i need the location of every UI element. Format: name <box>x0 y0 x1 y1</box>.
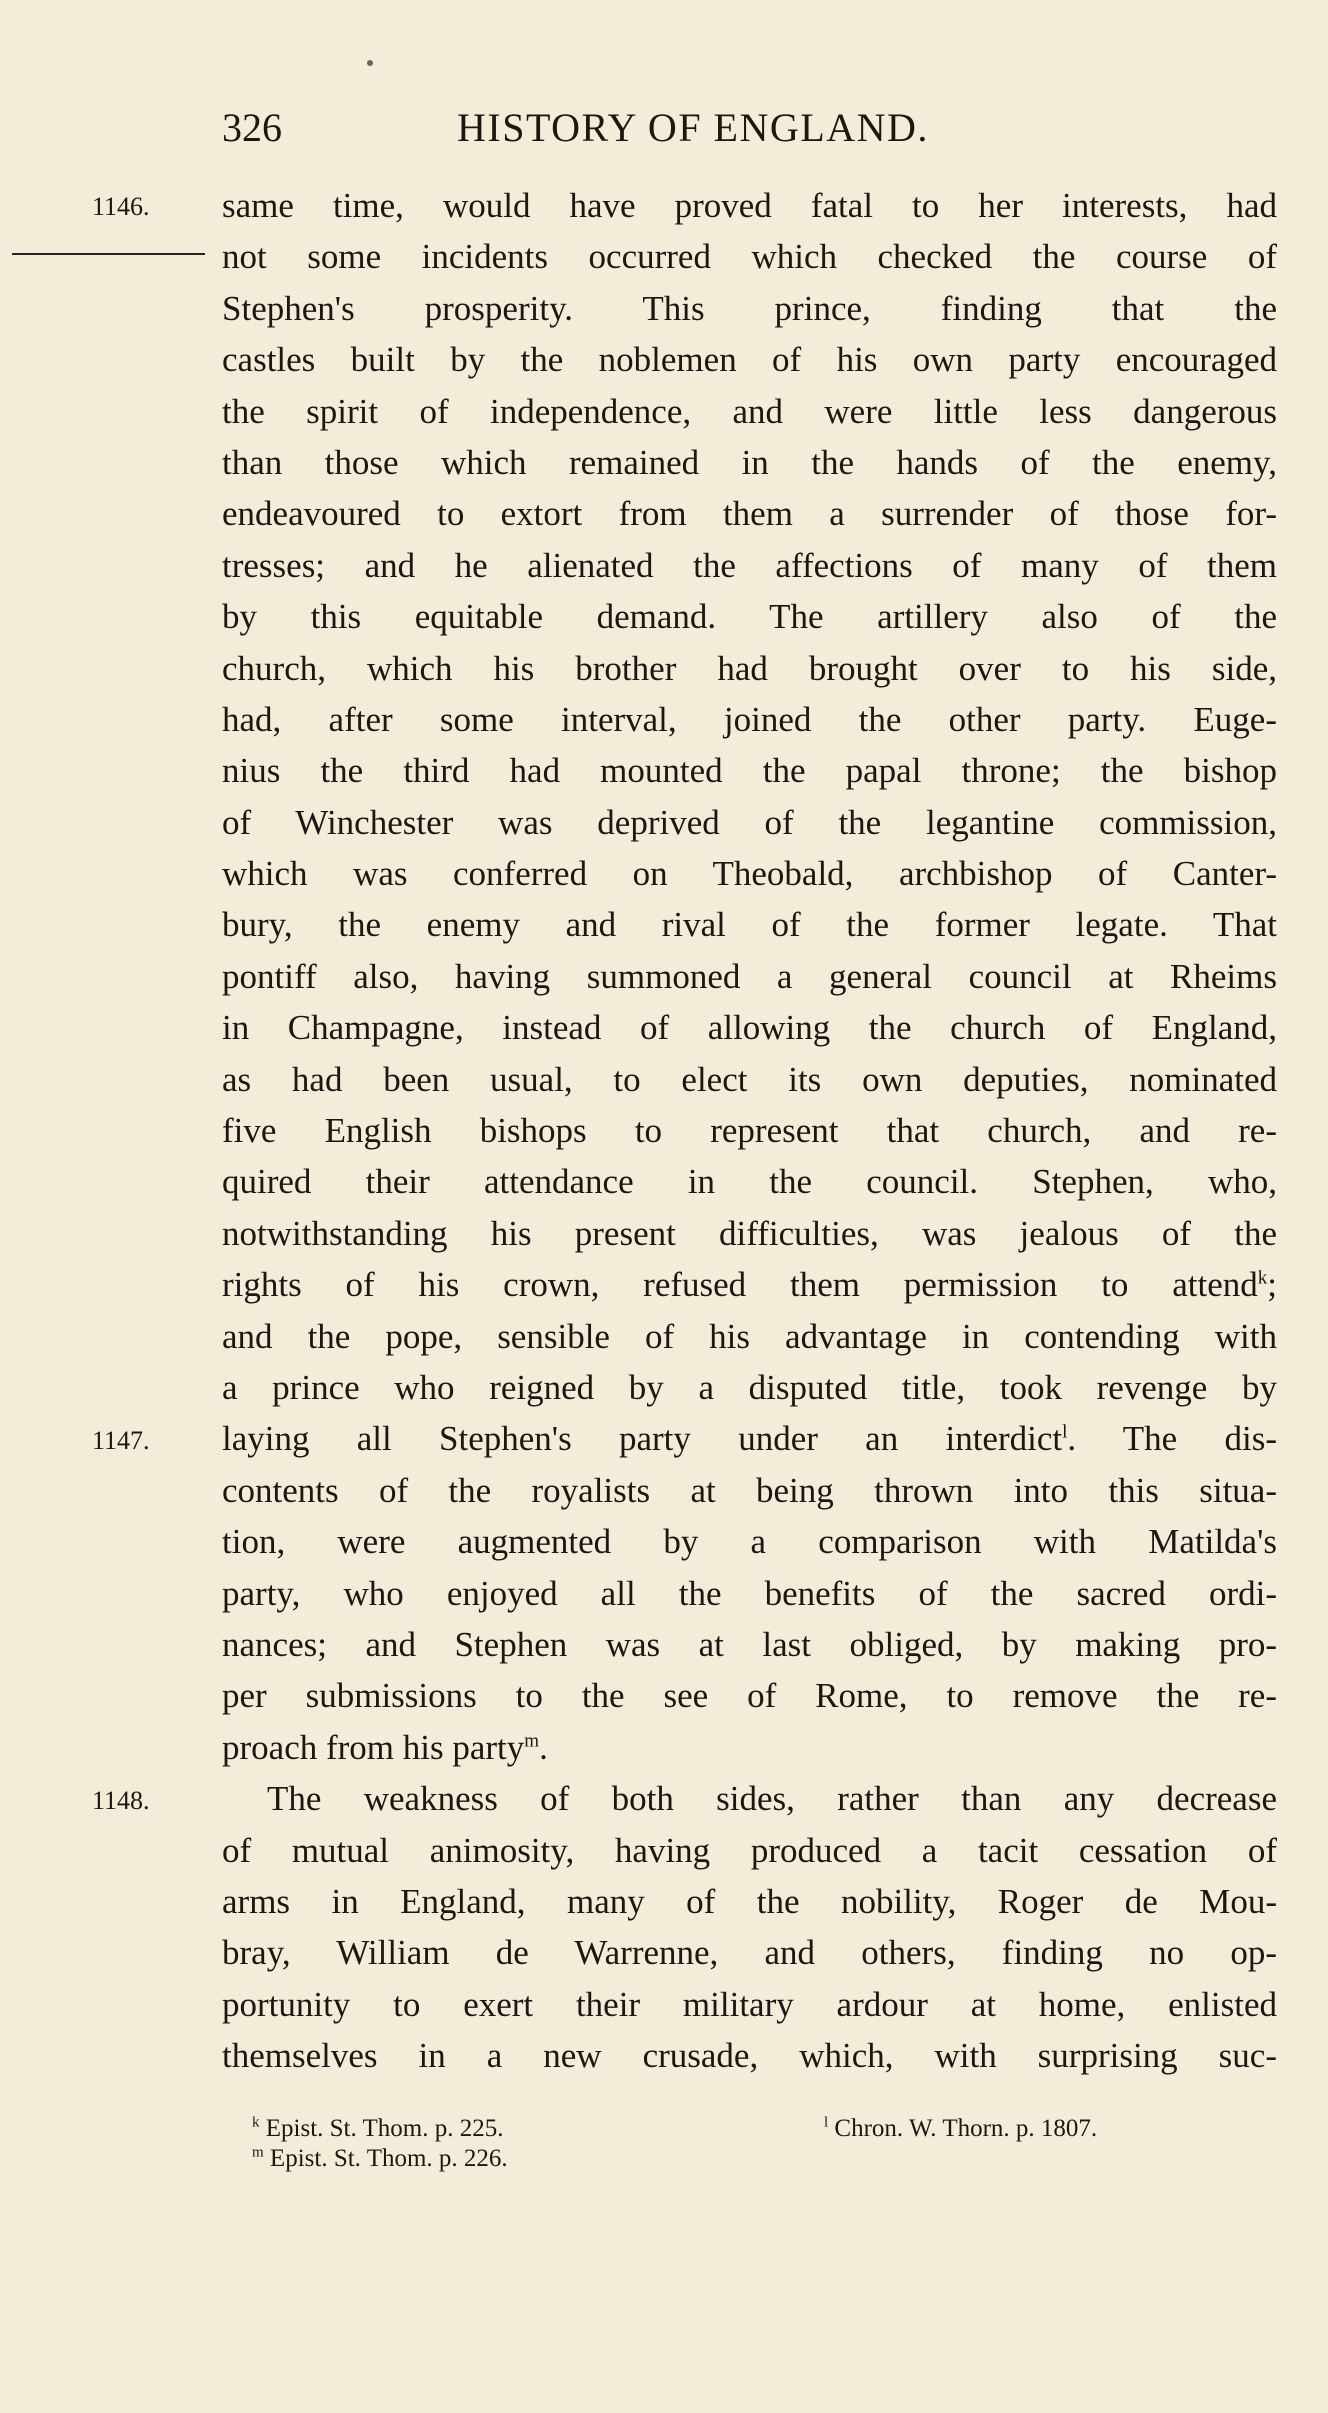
text-line: church, which his brother had brought over to his side, <box>222 648 1277 688</box>
footnote-m-text: Epist. St. Thom. p. 226. <box>269 2145 508 2172</box>
margin-year-1146: 1146. <box>92 192 150 221</box>
text-line: tresses; and he alienated the affections of many of them <box>222 545 1277 585</box>
text-line: tion, were augmented by a comparison with Matilda's <box>222 1522 1277 1562</box>
footnote-m-marker: m <box>252 2144 264 2161</box>
text-line: than those which remained in the hands of the enemy, <box>222 442 1277 482</box>
text-line: a prince who reigned by a disputed title, took revenge by <box>222 1367 1277 1407</box>
text-line: of mutual animosity, having produced a tacit cessation of <box>222 1830 1277 1870</box>
text-line: as had been usual, to elect its own deputies, nominated <box>222 1059 1277 1099</box>
text-line: not some incidents occurred which checked the course of <box>222 237 1277 277</box>
text-line: themselves in a new crusade, which, with surprising suc- <box>222 2036 1277 2076</box>
footnote-l <box>824 2115 1097 2143</box>
text-line: bray, William de Warrenne, and others, finding no op- <box>222 1933 1277 1973</box>
text-line-with-footnote-m <box>222 1722 1277 1773</box>
footnote-k <box>252 2115 504 2143</box>
line-text: laying all Stephen's party under an interdict <box>222 1419 1063 1459</box>
ink-dot <box>367 60 373 66</box>
page-header <box>222 104 1272 164</box>
footnote-marker-m: m <box>524 1730 540 1752</box>
text-line: and the pope, sensible of his advantage in contending with <box>222 1316 1277 1356</box>
line-text: proach from his party <box>222 1727 525 1767</box>
text-line: endeavoured to extort from them a surrender of those for- <box>222 494 1277 534</box>
margin-rule <box>12 253 205 255</box>
line-text: rights of his crown, refused them permission to attend <box>222 1265 1258 1305</box>
running-title: HISTORY OF ENGLAND. <box>457 105 929 150</box>
line-tail: ; <box>1267 1265 1277 1305</box>
line-tail: . The dis- <box>1067 1419 1277 1459</box>
line-tail: . <box>539 1727 548 1767</box>
text-line: of Winchester was deprived of the legantine commission, <box>222 802 1277 842</box>
text-line: five English bishops to represent that church, and re- <box>222 1111 1277 1151</box>
footnote-m <box>252 2145 508 2173</box>
margin-year-1147: 1147. <box>92 1426 150 1455</box>
text-line: pontiff also, having summoned a general council at Rheims <box>222 956 1277 996</box>
text-line: party, who enjoyed all the benefits of the sacred ordi- <box>222 1573 1277 1613</box>
text-line: The weakness of both sides, rather than any decrease <box>267 1779 1277 1819</box>
text-line: the spirit of independence, and were little less dangerous <box>222 391 1277 431</box>
footnote-l-text: Chron. W. Thorn. p. 1807. <box>834 2115 1098 2142</box>
text-line: arms in England, many of the nobility, Roger de Mou- <box>222 1881 1277 1921</box>
margin-year-1148: 1148. <box>92 1786 150 1815</box>
text-line: contents of the royalists at being thrown into this situa- <box>222 1470 1277 1510</box>
text-line: same time, would have proved fatal to her interests, had <box>222 186 1277 225</box>
text-line: portunity to exert their military ardour at home, enlisted <box>222 1984 1277 2024</box>
footnote-marker-k: k <box>1257 1267 1268 1289</box>
page-number: 326 <box>222 105 282 150</box>
footnote-l-marker: l <box>824 2114 829 2131</box>
text-line: by this equitable demand. The artillery also of the <box>222 597 1277 637</box>
footnote-k-marker: k <box>252 2114 260 2131</box>
text-line: per submissions to the see of Rome, to remove the re- <box>222 1676 1277 1716</box>
text-line: in Champagne, instead of allowing the church of England, <box>222 1008 1277 1048</box>
body-text <box>222 180 1277 2081</box>
text-line: quired their attendance in the council. Stephen, who, <box>222 1162 1277 1202</box>
text-line: which was conferred on Theobald, archbishop of Canter- <box>222 854 1277 894</box>
text-line-with-footnote-l <box>222 1413 1277 1464</box>
text-line: castles built by the noblemen of his own party encouraged <box>222 340 1277 380</box>
text-line: nances; and Stephen was at last obliged, by making pro- <box>222 1624 1277 1664</box>
text-line: had, after some interval, joined the other party. Euge- <box>222 699 1277 739</box>
text-line: Stephen's prosperity. This prince, finding that the <box>222 288 1277 328</box>
footnote-k-text: Epist. St. Thom. p. 225. <box>265 2115 504 2142</box>
text-line: bury, the enemy and rival of the former legate. That <box>222 905 1277 945</box>
text-line: nius the third had mounted the papal throne; the bishop <box>222 751 1277 791</box>
footnote-marker-l: l <box>1062 1421 1068 1443</box>
text-line: notwithstanding his present difficulties, was jealous of the <box>222 1213 1277 1253</box>
text-line-with-footnote-k <box>222 1259 1277 1310</box>
